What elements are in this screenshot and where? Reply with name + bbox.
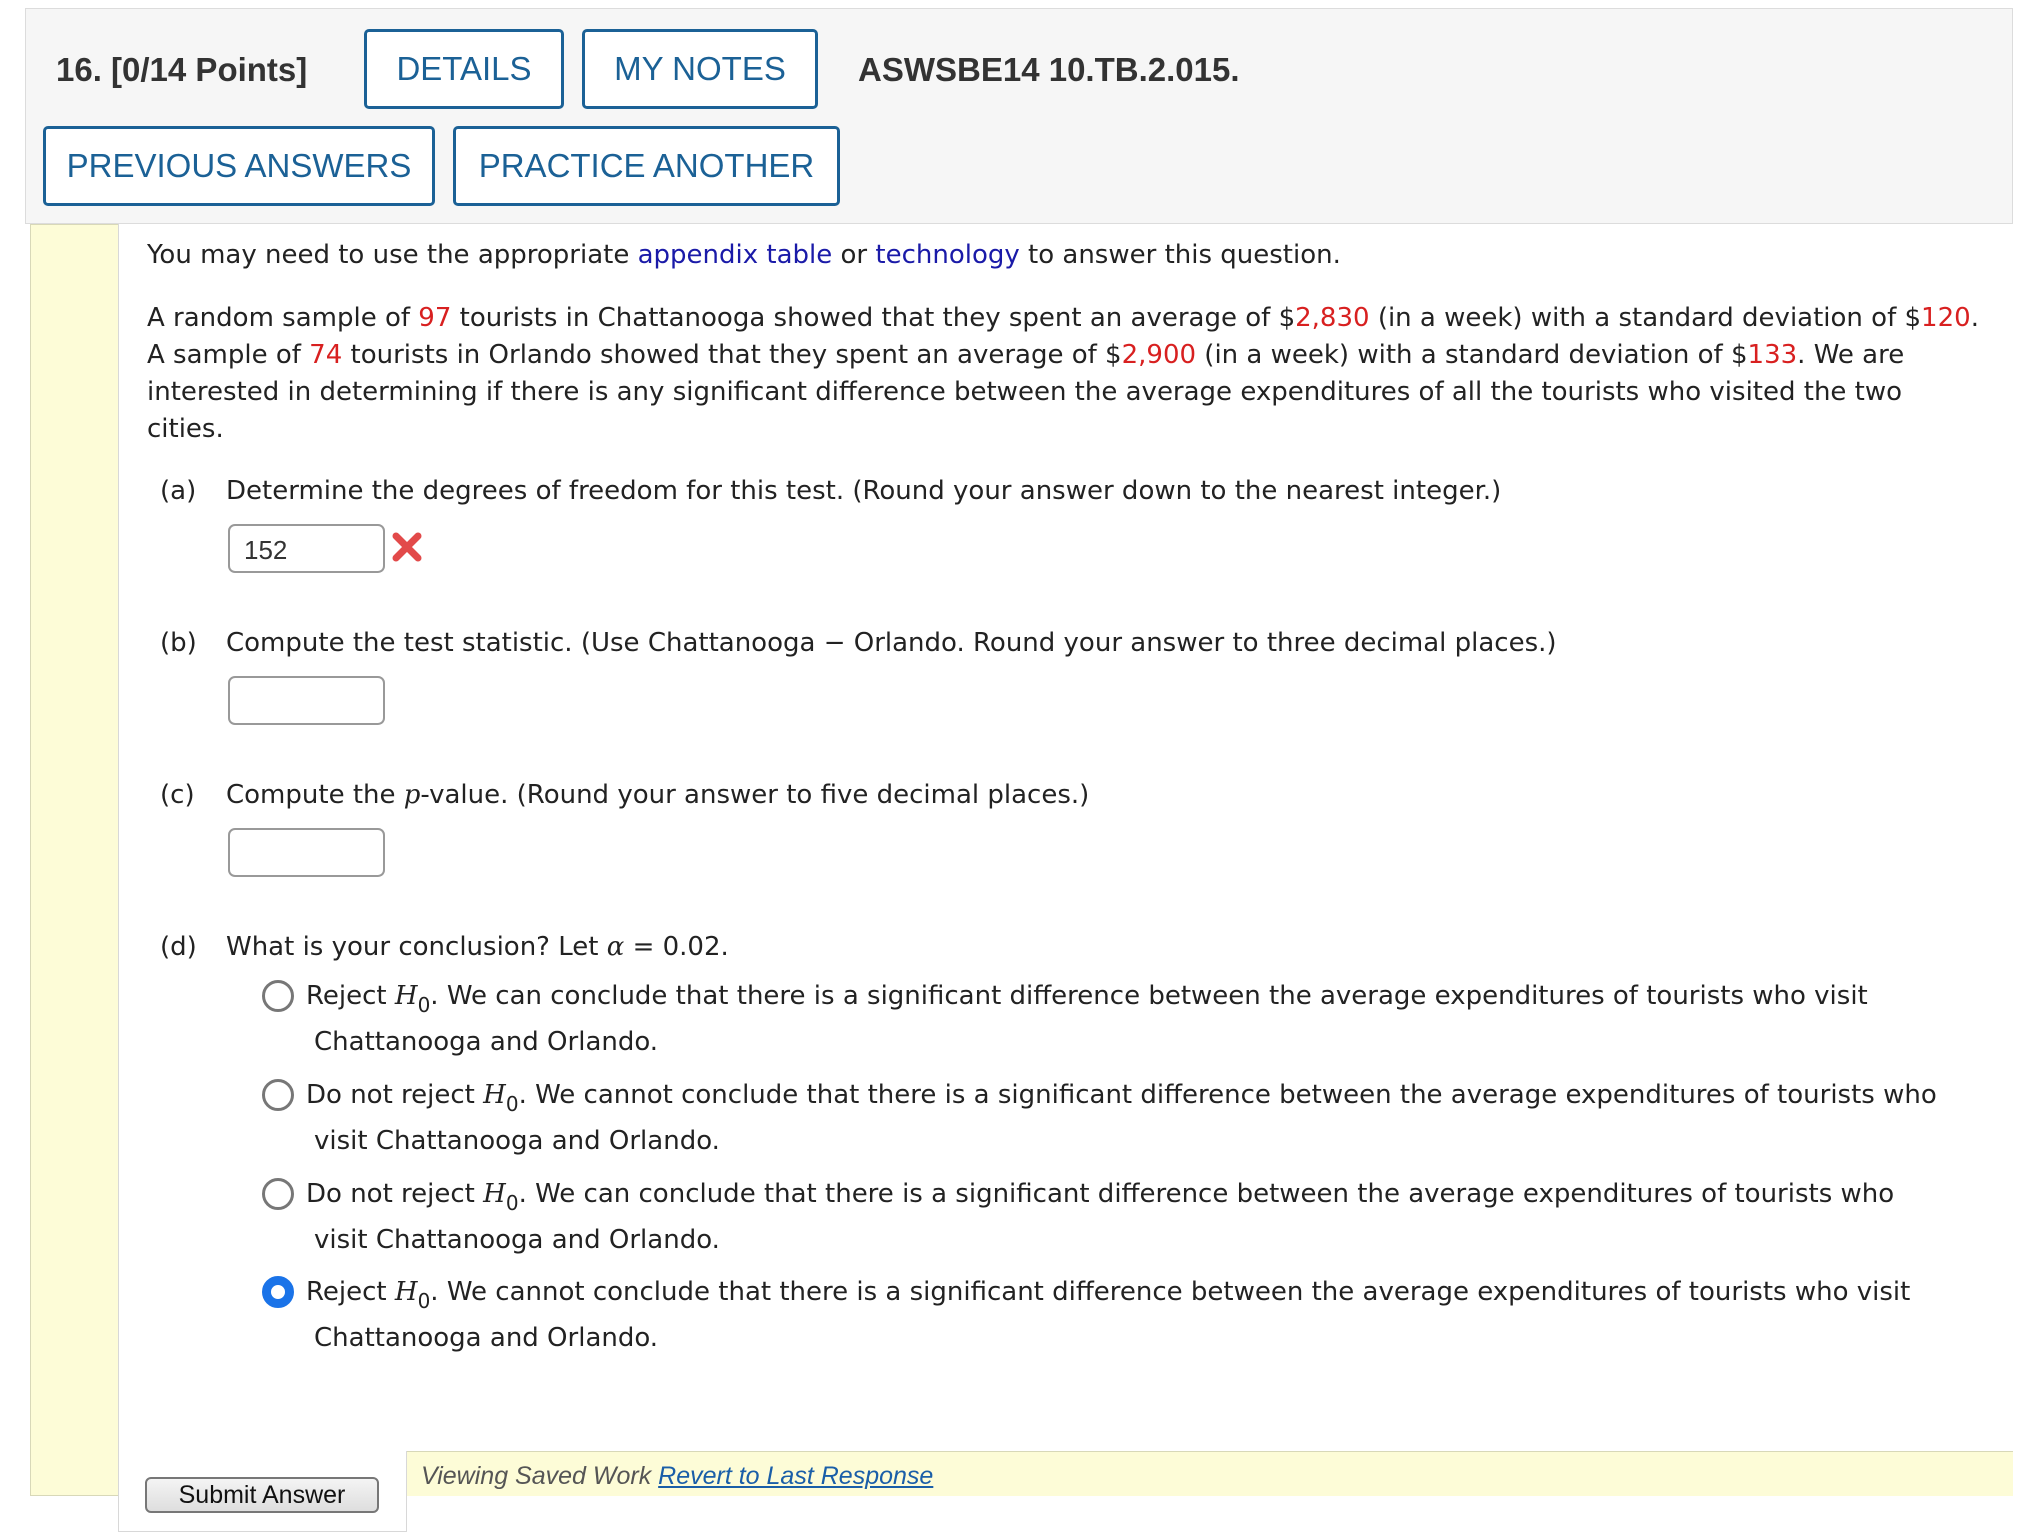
intro-text: [147, 237, 1341, 274]
h-variable: H: [394, 981, 418, 1011]
h-subscript: 0: [505, 1092, 519, 1116]
sd-1: 120: [1921, 303, 1971, 333]
part-b-label: (b): [160, 628, 197, 658]
question-number: 16.: [56, 51, 102, 88]
part-a-prompt: Determine the degrees of freedom for this test. (Round your answer down to the nearest integer.): [226, 476, 1502, 506]
incorrect-x-icon: [391, 531, 423, 563]
p-value-input[interactable]: [228, 828, 385, 877]
problem-text: (in a week) with a standard deviation of $: [1377, 303, 1922, 333]
h-variable: H: [483, 1080, 506, 1110]
option-line1: . We cannot conclude that there is a significant difference between the average expenditures of tourists who visit: [430, 1277, 1911, 1307]
option-lead: Do not reject: [306, 1179, 475, 1209]
h-subscript: 0: [417, 1289, 431, 1313]
option-line1: . We can conclude that there is a significant difference between the average expenditures of tourists who: [518, 1179, 1895, 1209]
practice-another-button[interactable]: PRACTICE ANOTHER: [453, 126, 840, 206]
part-c-prompt-pre: Compute the: [226, 780, 396, 810]
problem-text: A random sample of: [147, 303, 411, 333]
appendix-table-link[interactable]: appendix table: [637, 240, 833, 270]
problem-text: tourists in Orlando showed that they spent an average of $: [350, 340, 1122, 370]
option-text: [306, 1072, 1976, 1164]
my-notes-button[interactable]: MY NOTES: [582, 29, 818, 109]
saved-work-bar: [407, 1451, 2013, 1496]
option-line2: Chattanooga and Orlando.: [314, 1027, 659, 1057]
mean-1: 2,830: [1295, 303, 1370, 333]
sd-2: 133: [1747, 340, 1798, 370]
option-text: [306, 1171, 1976, 1263]
sample-size-2: 74: [309, 340, 343, 370]
part-d-prompt: [226, 932, 729, 962]
degrees-of-freedom-input[interactable]: 152: [228, 524, 385, 573]
part-c-prompt: [226, 780, 1089, 810]
question-header: [25, 8, 2013, 224]
viewing-saved-work-text: Viewing Saved Work: [421, 1462, 652, 1490]
option-lead: Reject: [306, 1277, 387, 1307]
radio-button[interactable]: [262, 980, 294, 1012]
alpha-symbol: α: [606, 932, 625, 962]
part-c-prompt-post: -value. (Round your answer to five decimal places.): [420, 780, 1090, 810]
h-variable: H: [483, 1179, 506, 1209]
problem-text: (in a week) with a standard deviation of $: [1204, 340, 1748, 370]
part-a-label: (a): [160, 476, 197, 506]
revert-to-last-response-link[interactable]: Revert to Last Response: [658, 1462, 934, 1490]
h-variable: H: [394, 1277, 418, 1307]
option-line2: visit Chattanooga and Orlando.: [314, 1225, 720, 1255]
radio-button[interactable]: [262, 1079, 294, 1111]
sample-size-1: 97: [418, 303, 452, 333]
part-d-prompt-pre: What is your conclusion? Let: [226, 932, 599, 962]
details-button[interactable]: DETAILS: [364, 29, 564, 109]
p-variable: p: [403, 780, 421, 810]
submit-answer-button[interactable]: Submit Answer: [145, 1477, 379, 1513]
option-line2: visit Chattanooga and Orlando.: [314, 1126, 720, 1156]
intro-prefix: You may need to use the appropriate: [147, 240, 630, 270]
test-statistic-input[interactable]: [228, 676, 385, 725]
problem-text: . We are interested in determining if there is any significant difference between the average expenditures of all the tourists who visited the two cities.: [147, 340, 1905, 444]
option-line1: . We cannot conclude that there is a significant difference between the average expenditures of tourists who: [518, 1080, 1937, 1110]
part-c-label: (c): [160, 780, 195, 810]
h-subscript: 0: [417, 993, 431, 1017]
points-label: [0/14 Points]: [111, 51, 308, 88]
problem-text: tourists in Chattanooga showed that they spent an average of $: [459, 303, 1296, 333]
option-text: [306, 973, 1976, 1065]
problem-statement: [147, 300, 1987, 448]
mean-2: 2,900: [1121, 340, 1197, 370]
option-lead: Do not reject: [306, 1080, 475, 1110]
part-d-label: (d): [160, 932, 197, 962]
question-number-points: [56, 51, 307, 89]
radio-button-selected[interactable]: [262, 1276, 294, 1308]
option-line1: . We can conclude that there is a significant difference between the average expenditures of tourists who visit: [430, 981, 1868, 1011]
part-b-prompt: Compute the test statistic. (Use Chattanooga − Orlando. Round your answer to three decimal places.): [226, 628, 1557, 658]
intro-suffix: to answer this question.: [1028, 240, 1341, 270]
option-line2: Chattanooga and Orlando.: [314, 1323, 659, 1353]
part-d-prompt-post: = 0.02.: [632, 932, 729, 962]
h-subscript: 0: [505, 1191, 519, 1215]
option-lead: Reject: [306, 981, 387, 1011]
option-text: [306, 1269, 1976, 1361]
previous-answers-button[interactable]: PREVIOUS ANSWERS: [43, 126, 435, 206]
submit-area: [118, 1451, 407, 1532]
technology-link[interactable]: technology: [875, 240, 1020, 270]
problem-text: . A sample of: [147, 303, 1979, 370]
question-id: ASWSBE14 10.TB.2.015.: [858, 51, 1240, 88]
radio-button[interactable]: [262, 1178, 294, 1210]
intro-or: or: [840, 240, 868, 270]
